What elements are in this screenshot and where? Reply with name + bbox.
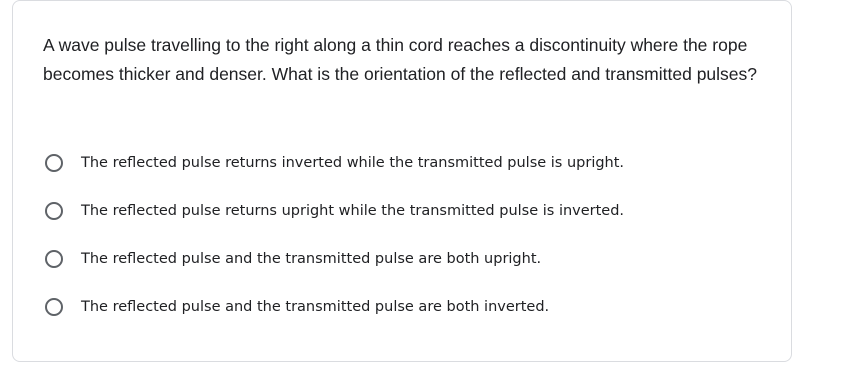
option-label: The reflected pulse returns upright while the transmitted pulse is inverted. [81, 203, 625, 219]
question-text: A wave pulse travelling to the right along a thin cord reaches a discontinuity where the rope becomes thicker and denser. What is the orientation of the reflected and transmitted pulses? [43, 35, 758, 84]
radio-button-icon[interactable] [45, 154, 63, 172]
radio-button-icon[interactable] [45, 250, 63, 268]
radio-button-icon[interactable] [45, 298, 63, 316]
question-card [12, 0, 792, 362]
option-label: The reflected pulse and the transmitted pulse are both inverted. [81, 299, 550, 315]
answer-option-1[interactable] [43, 144, 624, 182]
answer-option-2[interactable] [43, 192, 624, 230]
answer-options [43, 144, 624, 336]
answer-option-3[interactable] [43, 240, 624, 278]
answer-option-4[interactable] [43, 288, 624, 326]
option-label: The reflected pulse returns inverted while the transmitted pulse is upright. [81, 155, 625, 171]
radio-button-icon[interactable] [45, 202, 63, 220]
option-label: The reflected pulse and the transmitted pulse are both upright. [81, 251, 542, 267]
